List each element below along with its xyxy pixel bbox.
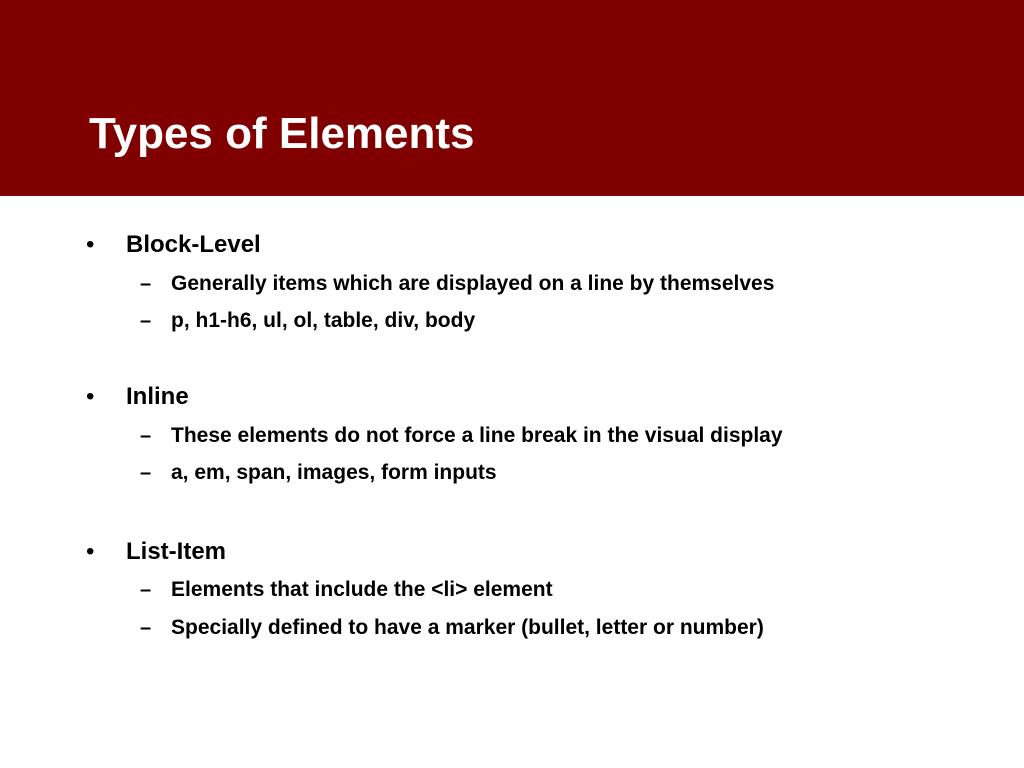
bullet-marker-icon: • [86,231,95,258]
bullet-label: Inline [126,383,189,410]
slide-title: Types of Elements [89,109,475,158]
sub-item-text: These elements do not force a line break in the visual display [171,424,783,447]
sub-item-text: Generally items which are displayed on a line by themselves [171,272,775,295]
dash-marker-icon: – [140,462,152,484]
dash-marker-icon: – [140,310,152,332]
sub-item-text: Specially defined to have a marker (bullet, letter or number) [171,616,764,639]
sub-item-text: p, h1-h6, ul, ol, table, div, body [171,309,476,332]
dash-marker-icon: – [140,579,152,601]
bullet-marker-icon: • [86,538,95,565]
bullet-label: Block-Level [126,231,261,258]
sub-item-text: a, em, span, images, form inputs [171,461,497,484]
bullet-label: List-Item [126,538,227,565]
dash-marker-icon: – [140,425,152,447]
sub-item-text: Elements that include the <li> element [171,578,553,601]
bullet-marker-icon: • [86,383,95,410]
dash-marker-icon: – [140,617,152,639]
dash-marker-icon: – [140,273,152,295]
